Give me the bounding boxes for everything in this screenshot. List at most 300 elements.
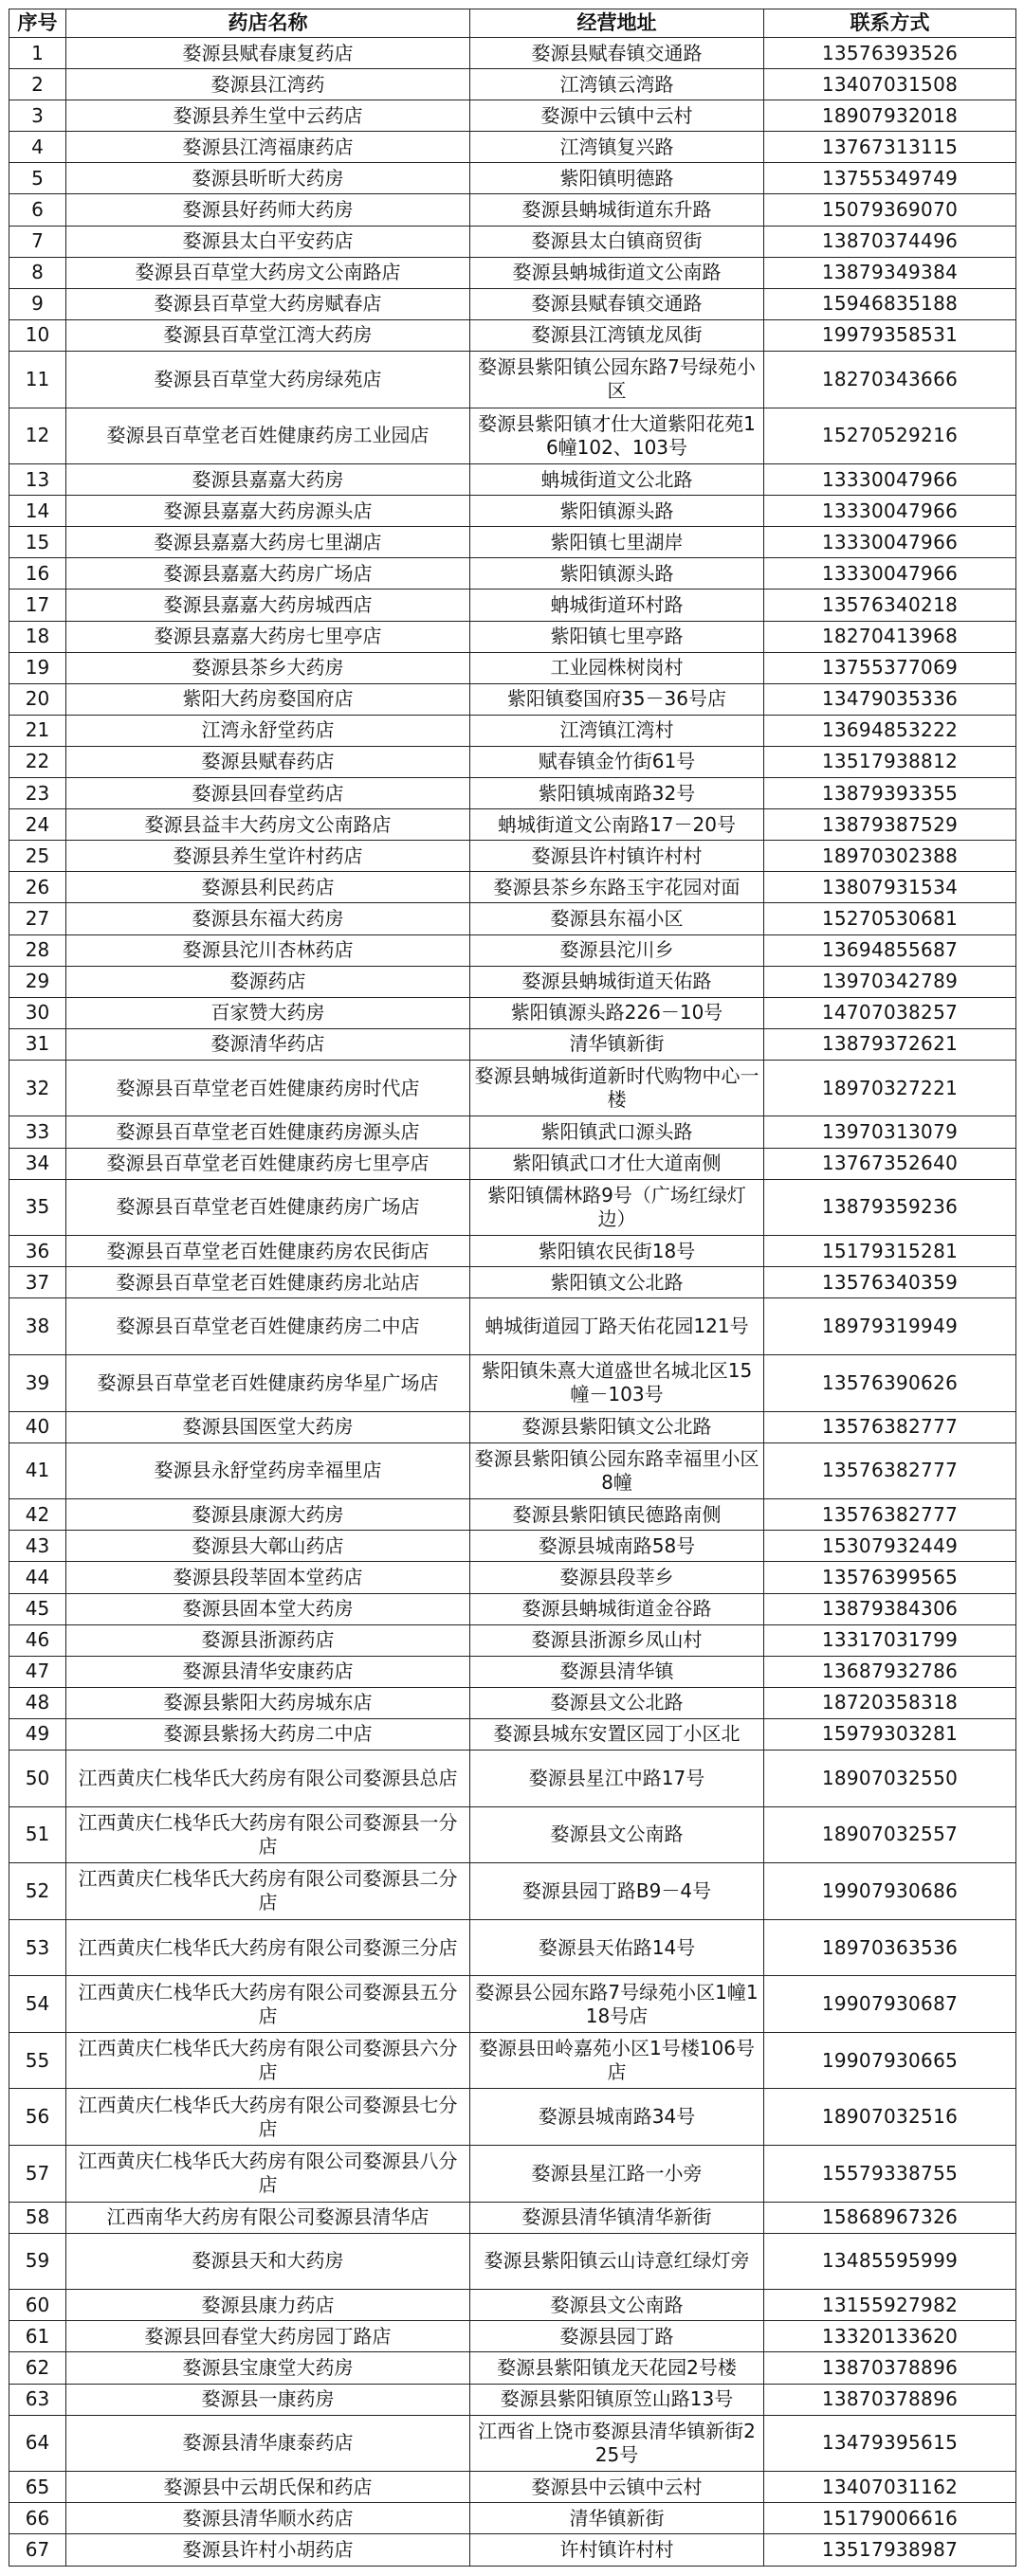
cell-name: 婺源县嘉嘉大药房七里湖店 xyxy=(66,527,470,558)
cell-address: 江西省上饶市婺源县清华镇新街225号 xyxy=(470,2415,764,2472)
table-row xyxy=(9,997,1016,1028)
cell-name: 江西黄庆仁栈华氏大药房有限公司婺源县八分店 xyxy=(66,2146,470,2203)
cell-name: 江西黄庆仁栈华氏大药房有限公司婺源县六分店 xyxy=(66,2032,470,2089)
cell-no: 12 xyxy=(9,408,66,464)
cell-address: 婺源县紫阳镇龙天花园2号楼 xyxy=(470,2352,764,2384)
cell-name: 婺源县百草堂老百姓健康药房农民街店 xyxy=(66,1236,470,1267)
table-row xyxy=(9,1028,1016,1060)
cell-name: 紫阳大药房婺国府店 xyxy=(66,683,470,715)
cell-phone: 13870378896 xyxy=(764,2352,1016,2384)
cell-no: 23 xyxy=(9,778,66,809)
cell-phone: 13407031508 xyxy=(764,69,1016,100)
cell-no: 63 xyxy=(9,2384,66,2415)
cell-no: 20 xyxy=(9,683,66,715)
cell-address: 婺源县蚺城街道天佑路 xyxy=(470,966,764,997)
cell-phone: 15979303281 xyxy=(764,1718,1016,1750)
table-row xyxy=(9,38,1016,69)
cell-address: 紫阳镇儒林路9号（广场红绿灯边） xyxy=(470,1179,764,1236)
cell-no: 47 xyxy=(9,1656,66,1687)
table-row xyxy=(9,934,1016,966)
cell-name: 婺源县大鄣山药店 xyxy=(66,1531,470,1562)
cell-phone: 13687932786 xyxy=(764,1656,1016,1687)
cell-no: 42 xyxy=(9,1499,66,1531)
cell-name: 江西黄庆仁栈华氏大药房有限公司婺源县二分店 xyxy=(66,1863,470,1920)
cell-name: 婺源县昕昕大药房 xyxy=(66,163,470,194)
cell-no: 34 xyxy=(9,1148,66,1179)
cell-address: 婺源县园丁路 xyxy=(470,2321,764,2352)
cell-address: 婺源县紫阳镇原笠山路13号 xyxy=(470,2384,764,2415)
table-row xyxy=(9,1236,1016,1267)
cell-phone: 15179315281 xyxy=(764,1236,1016,1267)
cell-no: 59 xyxy=(9,2233,66,2290)
cell-phone: 13407031162 xyxy=(764,2472,1016,2503)
cell-no: 6 xyxy=(9,194,66,226)
cell-address: 紫阳镇源头路 xyxy=(470,558,764,590)
table-row xyxy=(9,194,1016,226)
cell-phone: 18979319949 xyxy=(764,1298,1016,1355)
cell-phone: 13576382777 xyxy=(764,1499,1016,1531)
cell-name: 婺源县茶乡大药房 xyxy=(66,652,470,683)
cell-name: 婺源县江湾药 xyxy=(66,69,470,100)
cell-address: 婺源县紫阳镇云山诗意红绿灯旁 xyxy=(470,2233,764,2290)
cell-phone: 19907930686 xyxy=(764,1863,1016,1920)
cell-name: 婺源县清华康泰药店 xyxy=(66,2415,470,2472)
cell-phone: 18970363536 xyxy=(764,1919,1016,1976)
cell-no: 39 xyxy=(9,1354,66,1411)
cell-name: 婺源县嘉嘉大药房城西店 xyxy=(66,590,470,621)
cell-no: 61 xyxy=(9,2321,66,2352)
cell-phone: 13879359236 xyxy=(764,1179,1016,1236)
cell-phone: 13694855687 xyxy=(764,934,1016,966)
table-row xyxy=(9,2321,1016,2352)
cell-phone: 13970313079 xyxy=(764,1116,1016,1148)
cell-phone: 15270529216 xyxy=(764,408,1016,464)
cell-phone: 13879349384 xyxy=(764,257,1016,288)
cell-address: 婺源县太白镇商贸街 xyxy=(470,226,764,257)
cell-address: 婺源县许村镇许村村 xyxy=(470,841,764,872)
table-row xyxy=(9,2089,1016,2146)
cell-address: 清华镇新街 xyxy=(470,2503,764,2534)
cell-phone: 13879384306 xyxy=(764,1593,1016,1624)
cell-name: 婺源县回春堂大药房园丁路店 xyxy=(66,2321,470,2352)
table-row xyxy=(9,1531,1016,1562)
cell-phone: 15579338755 xyxy=(764,2146,1016,2203)
cell-address: 婺源县蚺城街道新时代购物中心一楼 xyxy=(470,1060,764,1116)
cell-no: 17 xyxy=(9,590,66,621)
cell-address: 江湾镇江湾村 xyxy=(470,715,764,746)
cell-name: 婺源县紫阳大药房城东店 xyxy=(66,1687,470,1718)
cell-name: 婺源县清华安康药店 xyxy=(66,1656,470,1687)
cell-name: 婺源药店 xyxy=(66,966,470,997)
cell-no: 18 xyxy=(9,621,66,652)
cell-address: 紫阳镇明德路 xyxy=(470,163,764,194)
cell-no: 25 xyxy=(9,841,66,872)
cell-name: 婺源县嘉嘉大药房广场店 xyxy=(66,558,470,590)
cell-no: 38 xyxy=(9,1298,66,1355)
table-row xyxy=(9,1354,1016,1411)
cell-no: 66 xyxy=(9,2503,66,2534)
cell-no: 15 xyxy=(9,527,66,558)
cell-name: 江西南华大药房有限公司婺源县清华店 xyxy=(66,2202,470,2233)
cell-address: 紫阳镇源头路226－10号 xyxy=(470,997,764,1028)
cell-no: 24 xyxy=(9,809,66,841)
cell-name: 百家赞大药房 xyxy=(66,997,470,1028)
cell-name: 婺源县百草堂老百姓健康药房时代店 xyxy=(66,1060,470,1116)
cell-address: 婺源县紫阳镇公园东路幸福里小区8幢 xyxy=(470,1442,764,1499)
table-row xyxy=(9,1562,1016,1593)
cell-no: 45 xyxy=(9,1593,66,1624)
cell-address: 婺源中云镇中云村 xyxy=(470,100,764,132)
header-no: 序号 xyxy=(9,9,66,38)
table-row xyxy=(9,2233,1016,2290)
cell-phone: 13807931534 xyxy=(764,872,1016,903)
cell-no: 44 xyxy=(9,1562,66,1593)
table-row xyxy=(9,1499,1016,1531)
cell-name: 婺源县浙源药店 xyxy=(66,1624,470,1656)
table-row xyxy=(9,778,1016,809)
cell-no: 65 xyxy=(9,2472,66,2503)
cell-address: 婺源县城南路58号 xyxy=(470,1531,764,1562)
cell-no: 5 xyxy=(9,163,66,194)
cell-phone: 15946835188 xyxy=(764,288,1016,319)
cell-phone: 14707038257 xyxy=(764,997,1016,1028)
cell-address: 婺源县清华镇 xyxy=(470,1656,764,1687)
cell-no: 22 xyxy=(9,746,66,777)
table-row xyxy=(9,100,1016,132)
table-row xyxy=(9,715,1016,746)
cell-name: 婺源县许村小胡药店 xyxy=(66,2534,470,2567)
cell-address: 紫阳镇源头路 xyxy=(470,496,764,527)
cell-name: 婺源县赋春药店 xyxy=(66,746,470,777)
cell-phone: 13870378896 xyxy=(764,2384,1016,2415)
cell-name: 婺源县永舒堂药房幸福里店 xyxy=(66,1442,470,1499)
table-row xyxy=(9,408,1016,464)
cell-name: 婺源县嘉嘉大药房源头店 xyxy=(66,496,470,527)
cell-no: 26 xyxy=(9,872,66,903)
cell-no: 56 xyxy=(9,2089,66,2146)
cell-phone: 13576393526 xyxy=(764,38,1016,69)
cell-no: 53 xyxy=(9,1919,66,1976)
cell-name: 婺源县百草堂老百姓健康药房二中店 xyxy=(66,1298,470,1355)
table-row xyxy=(9,2534,1016,2567)
cell-address: 婺源县赋春镇交通路 xyxy=(470,38,764,69)
cell-name: 婺源县紫扬大药房二中店 xyxy=(66,1718,470,1750)
cell-no: 7 xyxy=(9,226,66,257)
table-row xyxy=(9,2202,1016,2233)
cell-name: 婺源县沱川杏林药店 xyxy=(66,934,470,966)
cell-phone: 18970302388 xyxy=(764,841,1016,872)
table-row xyxy=(9,590,1016,621)
table-row xyxy=(9,2352,1016,2384)
cell-phone: 13330047966 xyxy=(764,558,1016,590)
cell-address: 婺源县星江路一小旁 xyxy=(470,2146,764,2203)
cell-phone: 15307932449 xyxy=(764,1531,1016,1562)
table-row xyxy=(9,683,1016,715)
header-address: 经营地址 xyxy=(470,9,764,38)
table-row xyxy=(9,621,1016,652)
cell-phone: 13330047966 xyxy=(764,527,1016,558)
cell-no: 50 xyxy=(9,1750,66,1806)
table-row xyxy=(9,1593,1016,1624)
table-row xyxy=(9,163,1016,194)
cell-address: 蚺城街道文公南路17－20号 xyxy=(470,809,764,841)
cell-phone: 13970342789 xyxy=(764,966,1016,997)
cell-no: 64 xyxy=(9,2415,66,2472)
cell-address: 紫阳镇婺国府35－36号店 xyxy=(470,683,764,715)
cell-phone: 13576399565 xyxy=(764,1562,1016,1593)
cell-no: 16 xyxy=(9,558,66,590)
table-row xyxy=(9,288,1016,319)
cell-address: 紫阳镇七里亭路 xyxy=(470,621,764,652)
cell-name: 婺源县百草堂江湾大药房 xyxy=(66,319,470,351)
cell-address: 工业园株树岗村 xyxy=(470,652,764,683)
cell-address: 婺源县城南路34号 xyxy=(470,2089,764,2146)
cell-phone: 13879393355 xyxy=(764,778,1016,809)
header-name: 药店名称 xyxy=(66,9,470,38)
cell-phone: 18270343666 xyxy=(764,351,1016,408)
table-row xyxy=(9,496,1016,527)
cell-name: 婺源县益丰大药房文公南路店 xyxy=(66,809,470,841)
cell-address: 婺源县段莘乡 xyxy=(470,1562,764,1593)
cell-address: 婺源县文公北路 xyxy=(470,1687,764,1718)
cell-no: 29 xyxy=(9,966,66,997)
table-row xyxy=(9,2146,1016,2203)
pharmacy-table xyxy=(9,9,1016,2567)
cell-address: 紫阳镇朱熹大道盛世名城北区15幢－103号 xyxy=(470,1354,764,1411)
table-row xyxy=(9,872,1016,903)
cell-name: 婺源县嘉嘉大药房七里亭店 xyxy=(66,621,470,652)
cell-phone: 15270530681 xyxy=(764,903,1016,934)
cell-no: 60 xyxy=(9,2290,66,2321)
cell-name: 婺源县康源大药房 xyxy=(66,1499,470,1531)
table-row xyxy=(9,257,1016,288)
cell-phone: 13879372621 xyxy=(764,1028,1016,1060)
cell-name: 婺源县百草堂老百姓健康药房工业园店 xyxy=(66,408,470,464)
cell-name: 婺源县一康药房 xyxy=(66,2384,470,2415)
table-row xyxy=(9,1919,1016,1976)
cell-address: 婺源县紫阳镇民德路南侧 xyxy=(470,1499,764,1531)
cell-name: 婺源县好药师大药房 xyxy=(66,194,470,226)
table-row xyxy=(9,1298,1016,1355)
cell-no: 43 xyxy=(9,1531,66,1562)
table-row xyxy=(9,2472,1016,2503)
cell-address: 婺源县星江中路17号 xyxy=(470,1750,764,1806)
cell-no: 46 xyxy=(9,1624,66,1656)
cell-no: 2 xyxy=(9,69,66,100)
cell-name: 婺源县养生堂中云药店 xyxy=(66,100,470,132)
cell-address: 蚺城街道文公北路 xyxy=(470,464,764,496)
cell-phone: 13576340218 xyxy=(764,590,1016,621)
cell-no: 8 xyxy=(9,257,66,288)
cell-name: 婺源县固本堂大药房 xyxy=(66,1593,470,1624)
table-row xyxy=(9,1179,1016,1236)
table-row xyxy=(9,2384,1016,2415)
cell-address: 紫阳镇文公北路 xyxy=(470,1267,764,1298)
cell-name: 婺源县回春堂药店 xyxy=(66,778,470,809)
table-row xyxy=(9,652,1016,683)
cell-address: 婺源县中云镇中云村 xyxy=(470,2472,764,2503)
cell-address: 婺源县文公南路 xyxy=(470,1806,764,1863)
cell-address: 婺源县茶乡东路玉宇花园对面 xyxy=(470,872,764,903)
cell-phone: 13576340359 xyxy=(764,1267,1016,1298)
table-row xyxy=(9,1806,1016,1863)
table-row xyxy=(9,527,1016,558)
cell-address: 婺源县公园东路7号绿苑小区1幢118号店 xyxy=(470,1976,764,2033)
cell-address: 婺源县江湾镇龙凤街 xyxy=(470,319,764,351)
cell-address: 婺源县园丁路B9－4号 xyxy=(470,1863,764,1920)
cell-name: 婺源县江湾福康药店 xyxy=(66,132,470,163)
cell-phone: 13870374496 xyxy=(764,226,1016,257)
table-row xyxy=(9,903,1016,934)
table-row xyxy=(9,1687,1016,1718)
cell-address: 蚺城街道环村路 xyxy=(470,590,764,621)
cell-address: 婺源县文公南路 xyxy=(470,2290,764,2321)
cell-no: 10 xyxy=(9,319,66,351)
cell-name: 婺源县百草堂老百姓健康药房七里亭店 xyxy=(66,1148,470,1179)
cell-phone: 15868967326 xyxy=(764,2202,1016,2233)
cell-name: 婺源县清华顺水药店 xyxy=(66,2503,470,2534)
cell-phone: 19907930687 xyxy=(764,1976,1016,2033)
header-row xyxy=(9,9,1016,38)
cell-no: 40 xyxy=(9,1411,66,1442)
table-row xyxy=(9,319,1016,351)
cell-phone: 18907032557 xyxy=(764,1806,1016,1863)
cell-address: 婺源县东福小区 xyxy=(470,903,764,934)
cell-no: 9 xyxy=(9,288,66,319)
cell-address: 婺源县紫阳镇公园东路7号绿苑小区 xyxy=(470,351,764,408)
table-row xyxy=(9,841,1016,872)
cell-phone: 13155927982 xyxy=(764,2290,1016,2321)
cell-no: 14 xyxy=(9,496,66,527)
cell-address: 紫阳镇武口源头路 xyxy=(470,1116,764,1148)
table-row xyxy=(9,1976,1016,2033)
cell-no: 57 xyxy=(9,2146,66,2203)
cell-address: 紫阳镇七里湖岸 xyxy=(470,527,764,558)
cell-name: 婺源清华药店 xyxy=(66,1028,470,1060)
cell-phone: 13879387529 xyxy=(764,809,1016,841)
cell-no: 4 xyxy=(9,132,66,163)
table-body xyxy=(9,38,1016,2567)
cell-no: 48 xyxy=(9,1687,66,1718)
table-row xyxy=(9,558,1016,590)
cell-phone: 13576382777 xyxy=(764,1442,1016,1499)
cell-address: 婺源县紫阳镇文公北路 xyxy=(470,1411,764,1442)
cell-phone: 13320133620 xyxy=(764,2321,1016,2352)
table-row xyxy=(9,2503,1016,2534)
cell-address: 江湾镇复兴路 xyxy=(470,132,764,163)
cell-no: 58 xyxy=(9,2202,66,2233)
cell-address: 婺源县清华镇清华新街 xyxy=(470,2202,764,2233)
cell-no: 28 xyxy=(9,934,66,966)
cell-no: 19 xyxy=(9,652,66,683)
cell-no: 30 xyxy=(9,997,66,1028)
cell-no: 36 xyxy=(9,1236,66,1267)
table-row xyxy=(9,1411,1016,1442)
cell-address: 江湾镇云湾路 xyxy=(470,69,764,100)
cell-address: 婺源县蚺城街道金谷路 xyxy=(470,1593,764,1624)
cell-phone: 13755377069 xyxy=(764,652,1016,683)
cell-no: 13 xyxy=(9,464,66,496)
cell-phone: 18270413968 xyxy=(764,621,1016,652)
cell-phone: 18907032516 xyxy=(764,2089,1016,2146)
cell-name: 婺源县百草堂老百姓健康药房源头店 xyxy=(66,1116,470,1148)
cell-address: 紫阳镇农民街18号 xyxy=(470,1236,764,1267)
table-row xyxy=(9,1267,1016,1298)
table-row xyxy=(9,1750,1016,1806)
cell-phone: 13317031799 xyxy=(764,1624,1016,1656)
table-row xyxy=(9,1148,1016,1179)
cell-phone: 19979358531 xyxy=(764,319,1016,351)
cell-no: 54 xyxy=(9,1976,66,2033)
header-phone: 联系方式 xyxy=(764,9,1016,38)
cell-address: 婺源县赋春镇交通路 xyxy=(470,288,764,319)
cell-name: 婺源县天和大药房 xyxy=(66,2233,470,2290)
cell-name: 婺源县百草堂老百姓健康药房北站店 xyxy=(66,1267,470,1298)
cell-address: 婺源县城东安置区园丁小区北 xyxy=(470,1718,764,1750)
cell-address: 婺源县田岭嘉苑小区1号楼106号店 xyxy=(470,2032,764,2089)
cell-phone: 18720358318 xyxy=(764,1687,1016,1718)
table-row xyxy=(9,1624,1016,1656)
cell-no: 37 xyxy=(9,1267,66,1298)
cell-address: 蚺城街道园丁路天佑花园121号 xyxy=(470,1298,764,1355)
cell-address: 婺源县沱川乡 xyxy=(470,934,764,966)
table-row xyxy=(9,226,1016,257)
cell-no: 55 xyxy=(9,2032,66,2089)
table-row xyxy=(9,1116,1016,1148)
table-row xyxy=(9,351,1016,408)
cell-phone: 13517938987 xyxy=(764,2534,1016,2567)
cell-address: 许村镇许村村 xyxy=(470,2534,764,2567)
cell-name: 江西黄庆仁栈华氏大药房有限公司婺源三分店 xyxy=(66,1919,470,1976)
cell-phone: 18907932018 xyxy=(764,100,1016,132)
cell-phone: 18970327221 xyxy=(764,1060,1016,1116)
cell-address: 赋春镇金竹街61号 xyxy=(470,746,764,777)
table-row xyxy=(9,69,1016,100)
cell-no: 52 xyxy=(9,1863,66,1920)
cell-name: 江湾永舒堂药店 xyxy=(66,715,470,746)
table-row xyxy=(9,1656,1016,1687)
cell-phone: 13479035336 xyxy=(764,683,1016,715)
table-row xyxy=(9,809,1016,841)
cell-no: 49 xyxy=(9,1718,66,1750)
cell-no: 3 xyxy=(9,100,66,132)
cell-name: 婺源县养生堂许村药店 xyxy=(66,841,470,872)
cell-address: 婺源县蚺城街道文公南路 xyxy=(470,257,764,288)
cell-phone: 13330047966 xyxy=(764,464,1016,496)
cell-name: 江西黄庆仁栈华氏大药房有限公司婺源县总店 xyxy=(66,1750,470,1806)
cell-name: 婺源县东福大药房 xyxy=(66,903,470,934)
cell-name: 江西黄庆仁栈华氏大药房有限公司婺源县五分店 xyxy=(66,1976,470,2033)
cell-phone: 13694853222 xyxy=(764,715,1016,746)
cell-phone: 13479395615 xyxy=(764,2415,1016,2472)
cell-phone: 13330047966 xyxy=(764,496,1016,527)
cell-name: 婺源县太白平安药店 xyxy=(66,226,470,257)
cell-name: 婺源县段莘固本堂药店 xyxy=(66,1562,470,1593)
cell-name: 婺源县宝康堂大药房 xyxy=(66,2352,470,2384)
cell-address: 婺源县天佑路14号 xyxy=(470,1919,764,1976)
table-row xyxy=(9,1718,1016,1750)
cell-address: 婺源县浙源乡凤山村 xyxy=(470,1624,764,1656)
cell-name: 婺源县百草堂大药房赋春店 xyxy=(66,288,470,319)
cell-phone: 15079369070 xyxy=(764,194,1016,226)
cell-name: 婺源县国医堂大药房 xyxy=(66,1411,470,1442)
cell-address: 紫阳镇武口才仕大道南侧 xyxy=(470,1148,764,1179)
cell-name: 江西黄庆仁栈华氏大药房有限公司婺源县一分店 xyxy=(66,1806,470,1863)
cell-address: 婺源县紫阳镇才仕大道紫阳花苑16幢102、103号 xyxy=(470,408,764,464)
cell-phone: 15179006616 xyxy=(764,2503,1016,2534)
cell-address: 紫阳镇城南路32号 xyxy=(470,778,764,809)
cell-phone: 13485595999 xyxy=(764,2233,1016,2290)
